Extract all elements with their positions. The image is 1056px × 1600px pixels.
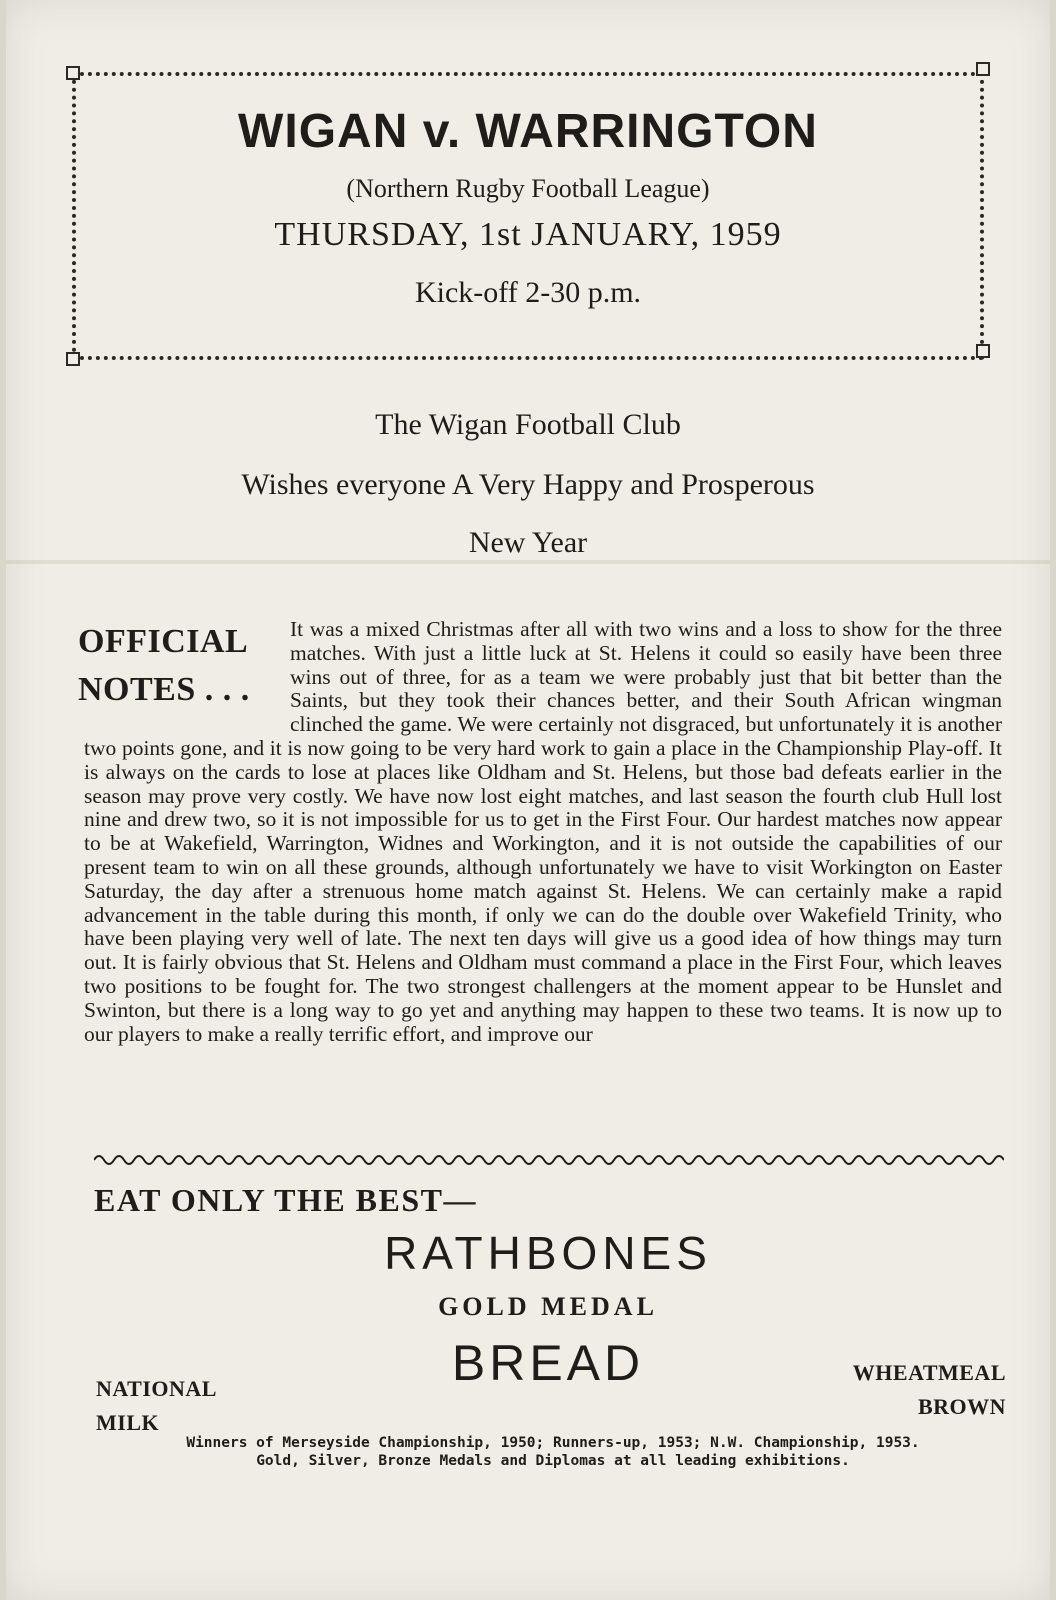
advert-left-label bbox=[96, 1372, 217, 1440]
league-name: (Northern Rugby Football League) bbox=[346, 174, 710, 203]
match-header-box bbox=[72, 72, 984, 360]
notes-body-text: It was a mixed Christmas after all with two wins and a loss to show for the three matches. With just a little luck at St. Helens it could so easily have been three wins out of three, for as a team we were probably just that bit better than the Saints, but they took their chances better, and their South African wingman clinched the game. We were certainly not disgraced, but unfortunately it is another two points gone, and it is now going to be very hard work to gain a place in the Championship Play-off. It is always on the cards to lose at places like Oldham and St. Helens, but those bad defeats earlier in the season may prove very costly. We have now lost eight matches, and last season the fourth club Hull lost nine and drew two, so it is not impossible for us to get in the First Four. Our hardest matches now appear to be at Wakefield, Warrington, Widnes and Workington, and it is not outside the capabilities of our present team to win on all these grounds, although unfortunately we have to visit Workington on Easter Saturday, the day after a strenuous home match against St. Helens. We can certainly make a rapid advancement in the table during this month, if only we can do the double over Wakefield Trinity, who have been playing very well of late. The next ten days will give us a good idea of how things may turn out. It is fairly obvious that St. Helens and Oldham must command a place in the First Four, which leaves two positions to be fought for. The two strongest challengers at the moment appear to be Hunslet and Swinton, but there is a long way to go yet and anything may happen to these two teams. It is now up to our players to make a really terrific effort, and improve our bbox=[84, 617, 1002, 1046]
match-title: WIGAN v. WARRINGTON bbox=[238, 105, 818, 158]
advert-product: BREAD bbox=[451, 1335, 645, 1391]
programme-page bbox=[6, 0, 1050, 1600]
advert-subbrand: GOLD MEDAL bbox=[438, 1292, 658, 1321]
notes-heading-spacer bbox=[84, 618, 290, 714]
corner-ornament bbox=[976, 62, 990, 76]
advert-right-label bbox=[853, 1356, 1006, 1424]
advert-left-line-2: MILK bbox=[96, 1410, 160, 1435]
official-notes-body bbox=[84, 618, 1002, 1046]
page-fold bbox=[6, 560, 1050, 564]
greeting-line-3: New Year bbox=[468, 526, 588, 559]
advert-footer-line-1: Winners of Merseyside Championship, 1950; Runners-up, 1953; N.W. Championship, 1953. bbox=[186, 1435, 920, 1451]
advert-brand: RATHBONES bbox=[384, 1227, 712, 1279]
match-date: THURSDAY, 1st JANUARY, 1959 bbox=[274, 216, 782, 253]
kickoff-time: Kick-off 2-30 p.m. bbox=[414, 276, 642, 309]
corner-ornament bbox=[976, 344, 990, 358]
advert-left-line-1: NATIONAL bbox=[96, 1376, 217, 1401]
greeting-line-1: The Wigan Football Club bbox=[375, 408, 681, 441]
advert-right-line-1: WHEATMEAL bbox=[852, 1360, 1006, 1385]
notes-heading-line-1: OFFICIAL bbox=[78, 623, 249, 660]
advert-right-line-2: BROWN bbox=[917, 1394, 1006, 1419]
advert-footer bbox=[6, 1434, 1050, 1470]
advert-footer-line-2: Gold, Silver, Bronze Medals and Diplomas at all leading exhibitions. bbox=[256, 1453, 850, 1469]
notes-heading-line-2: NOTES . . . bbox=[78, 671, 250, 708]
greeting-line-2: Wishes everyone A Very Happy and Prosperous bbox=[241, 468, 815, 501]
advert-headline: EAT ONLY THE BEST— bbox=[94, 1182, 477, 1218]
corner-ornament bbox=[66, 66, 80, 80]
corner-ornament bbox=[66, 352, 80, 366]
wavy-divider bbox=[94, 1150, 1004, 1170]
